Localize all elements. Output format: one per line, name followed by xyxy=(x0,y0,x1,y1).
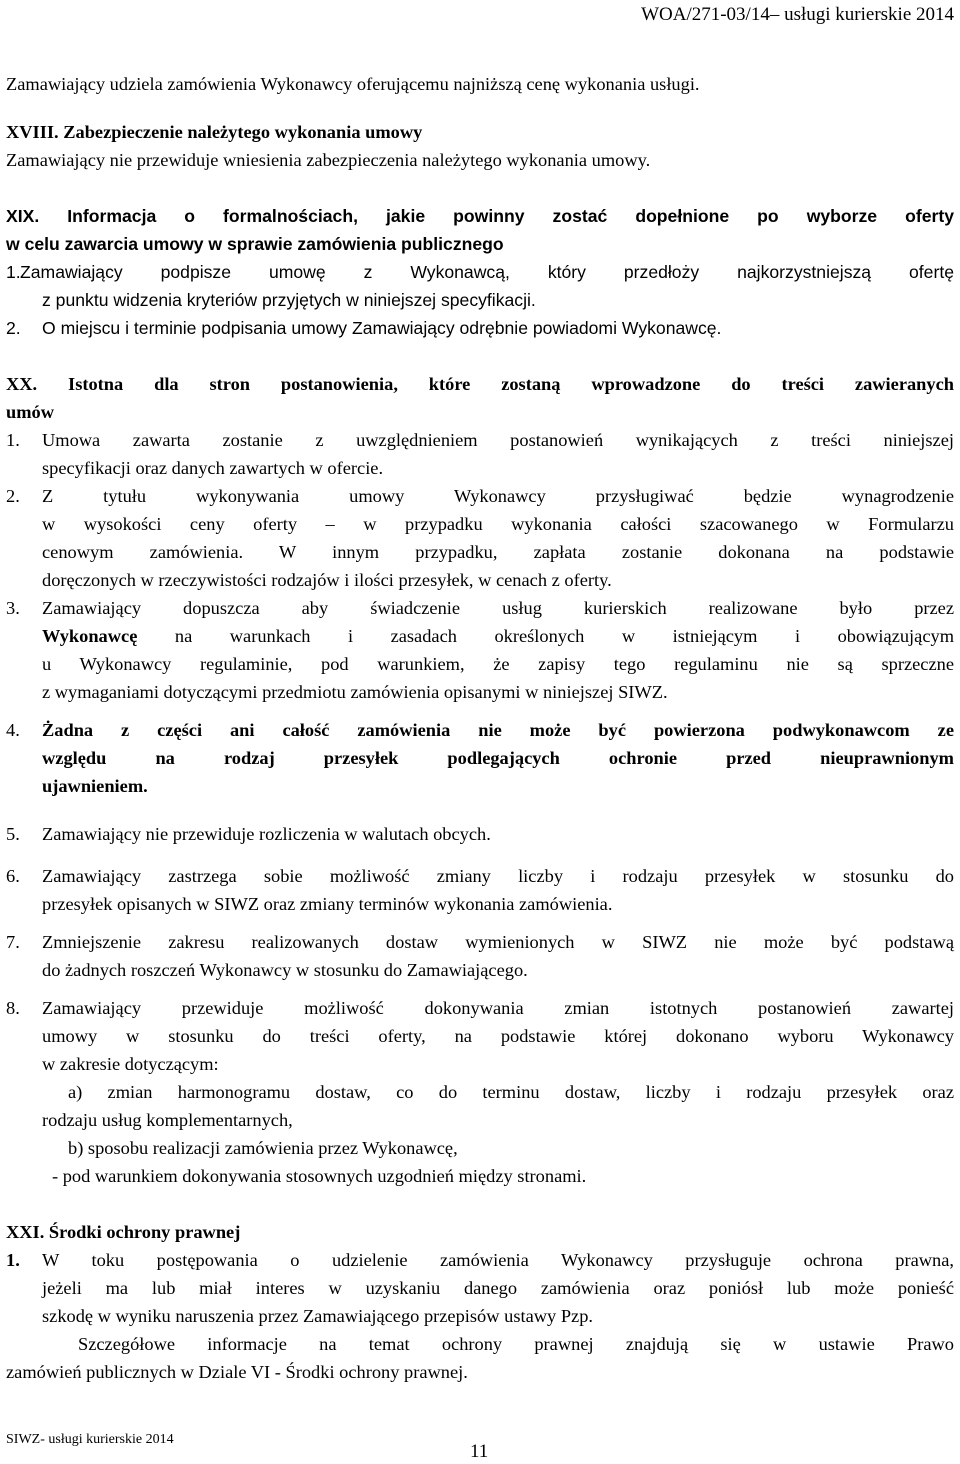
list-item xyxy=(6,820,954,848)
item-text: Zamawiający zastrzega sobie możliwość zmiany liczby i rodzaju przesyłek w stosunku do xyxy=(42,866,954,886)
list-item xyxy=(6,258,954,314)
item-text: cenowym zamówienia. W innym przypadku, zapłata zostanie dokonana na podstawie xyxy=(42,542,954,562)
section-xix xyxy=(6,202,954,342)
footer-label: SIWZ- usługi kurierskie 2014 xyxy=(6,1432,174,1447)
item-text: jeżeli ma lub miał interes w uzyskaniu danego zamówienia oraz poniósł lub może ponieść xyxy=(42,1278,954,1298)
section-xviii-text: Zamawiający nie przewiduje wniesienia zabezpieczenia należytego wykonania umowy. xyxy=(6,150,651,170)
item-text: Zamawiający przewiduje możliwość dokonywania zmian istotnych postanowień zawartej xyxy=(42,998,954,1018)
paragraph: Szczegółowe informacje na temat ochrony prawnej znajdują się w ustawie Prawo xyxy=(78,1334,954,1354)
item-bold-text: Wykonawcę xyxy=(42,626,138,646)
item-text: Z tytułu wykonywania umowy Wykonawcy przysługiwać będzie wynagrodzenie xyxy=(42,486,954,506)
item-text: do żadnych roszczeń Wykonawcy w stosunku do Zamawiającego. xyxy=(42,960,528,980)
item-number: 1. xyxy=(6,262,21,282)
item-text: Zamawiający podpisze umowę z Wykonawcą, który przedłoży najkorzystniejszą ofertę xyxy=(20,262,954,282)
item-number: 3. xyxy=(6,598,20,618)
sub-item-c: - pod warunkiem dokonywania stosownych uzgodnień między stronami. xyxy=(52,1166,587,1186)
section-xix-heading-cont: w celu zawarcia umowy w sprawie zamówienia publicznego xyxy=(6,234,504,254)
item-text: w wysokości ceny oferty – w przypadku wykonania całości szacowanego w Formularzu xyxy=(42,514,954,534)
item-text: O miejscu i terminie podpisania umowy Zamawiający odrębnie powiadomi Wykonawcę. xyxy=(42,318,722,338)
item-text: szkodę w wyniku naruszenia przez Zamawiającego przepisów ustawy Pzp. xyxy=(42,1306,594,1326)
sub-item-b: b) sposobu realizacji zamówienia przez Wykonawcę, xyxy=(68,1138,458,1158)
list-item xyxy=(6,994,954,1190)
item-number: 5. xyxy=(6,824,20,844)
section-xxi-heading: XXI. Środki ochrony prawnej xyxy=(6,1222,241,1242)
item-text: z punktu widzenia kryteriów przyjętych w niniejszej specyfikacji. xyxy=(42,290,536,310)
item-text: u Wykonawcy regulaminie, pod warunkiem, że zapisy tego regulaminu nie są sprzeczne xyxy=(42,654,954,674)
item-text: względu na rodzaj przesyłek podlegających ochronie przed nieuprawnionym xyxy=(42,748,954,768)
item-text: doręczonych w rzeczywistości rodzajów i ilości przesyłek, w cenach z oferty. xyxy=(42,570,612,590)
list-item xyxy=(6,314,954,342)
item-number: 1. xyxy=(6,1250,20,1270)
item-text xyxy=(42,622,954,650)
item-number: 7. xyxy=(6,932,20,952)
item-text: Zamawiający dopuszcza aby świadczenie usług kurierskich realizowane było przez xyxy=(42,598,954,618)
list-item xyxy=(6,862,954,918)
item-text: Umowa zawarta zostanie z uwzględnieniem postanowień wynikających z treści niniejszej xyxy=(42,430,954,450)
section-xxi xyxy=(6,1218,954,1386)
item-number: 8. xyxy=(6,998,20,1018)
item-text: Zamawiający nie przewiduje rozliczenia w walutach obcych. xyxy=(42,824,491,844)
item-number: 2. xyxy=(6,486,20,506)
item-text: w zakresie dotyczącym: xyxy=(42,1054,219,1074)
item-text-rest: na warunkach i zasadach określonych w istniejącym i obowiązującym xyxy=(137,626,954,646)
item-number: 2. xyxy=(6,318,21,338)
item-text: W toku postępowania o udzielenie zamówienia Wykonawcy przysługuje ochrona prawna, xyxy=(42,1250,954,1270)
section-xx-heading: XX. Istotna dla stron postanowienia, które zostaną wprowadzone do treści zawieranych xyxy=(6,374,954,394)
section-xviii-heading: XVIII. Zabezpieczenie należytego wykonania umowy xyxy=(6,122,423,142)
paragraph-cont: zamówień publicznych w Dziale VI - Środki ochrony prawnej. xyxy=(6,1362,468,1382)
item-number: 4. xyxy=(6,720,20,740)
item-text: Zmniejszenie zakresu realizowanych dostaw wymienionych w SIWZ nie może być podstawą xyxy=(42,932,954,952)
list-item xyxy=(6,928,954,984)
list-item xyxy=(6,482,954,594)
page-number: 11 xyxy=(470,1441,489,1462)
list-item xyxy=(6,594,954,706)
item-text: z wymaganiami dotyczącymi przedmiotu zamówienia opisanymi w niniejszej SIWZ. xyxy=(42,682,668,702)
document-reference: WOA/271-03/14– usługi kurierskie 2014 xyxy=(641,4,954,25)
list-item xyxy=(6,1246,954,1330)
item-number: 1. xyxy=(6,430,20,450)
item-text: umowy w stosunku do treści oferty, na podstawie której dokonano wyboru Wykonawcy xyxy=(42,1026,954,1046)
list-item xyxy=(6,426,954,482)
list-item xyxy=(6,716,954,800)
item-text: Żadna z części ani całość zamówienia nie może być powierzona podwykonawcom ze xyxy=(42,720,954,740)
sub-item-a: a) zmian harmonogramu dostaw, co do terminu dostaw, liczby i rodzaju przesyłek oraz xyxy=(68,1082,954,1102)
sub-item-a-cont: rodzaju usług komplementarnych, xyxy=(42,1110,293,1130)
section-xx-heading-cont: umów xyxy=(6,402,55,422)
item-text: przesyłek opisanych w SIWZ oraz zmiany terminów wykonania zamówienia. xyxy=(42,894,613,914)
section-xix-heading: XIX. Informacja o formalnościach, jakie powinny zostać dopełnione po wyborze oferty xyxy=(6,206,954,226)
item-text: ujawnieniem. xyxy=(42,776,148,796)
intro-paragraph: Zamawiający udziela zamówienia Wykonawcy oferującemu najniższą cenę wykonania usługi. xyxy=(6,74,700,94)
item-text: specyfikacji oraz danych zawartych w ofercie. xyxy=(42,458,384,478)
section-xx xyxy=(6,370,954,706)
section-xviii xyxy=(6,118,954,174)
item-number: 6. xyxy=(6,866,20,886)
section-xx-cont xyxy=(6,716,954,800)
